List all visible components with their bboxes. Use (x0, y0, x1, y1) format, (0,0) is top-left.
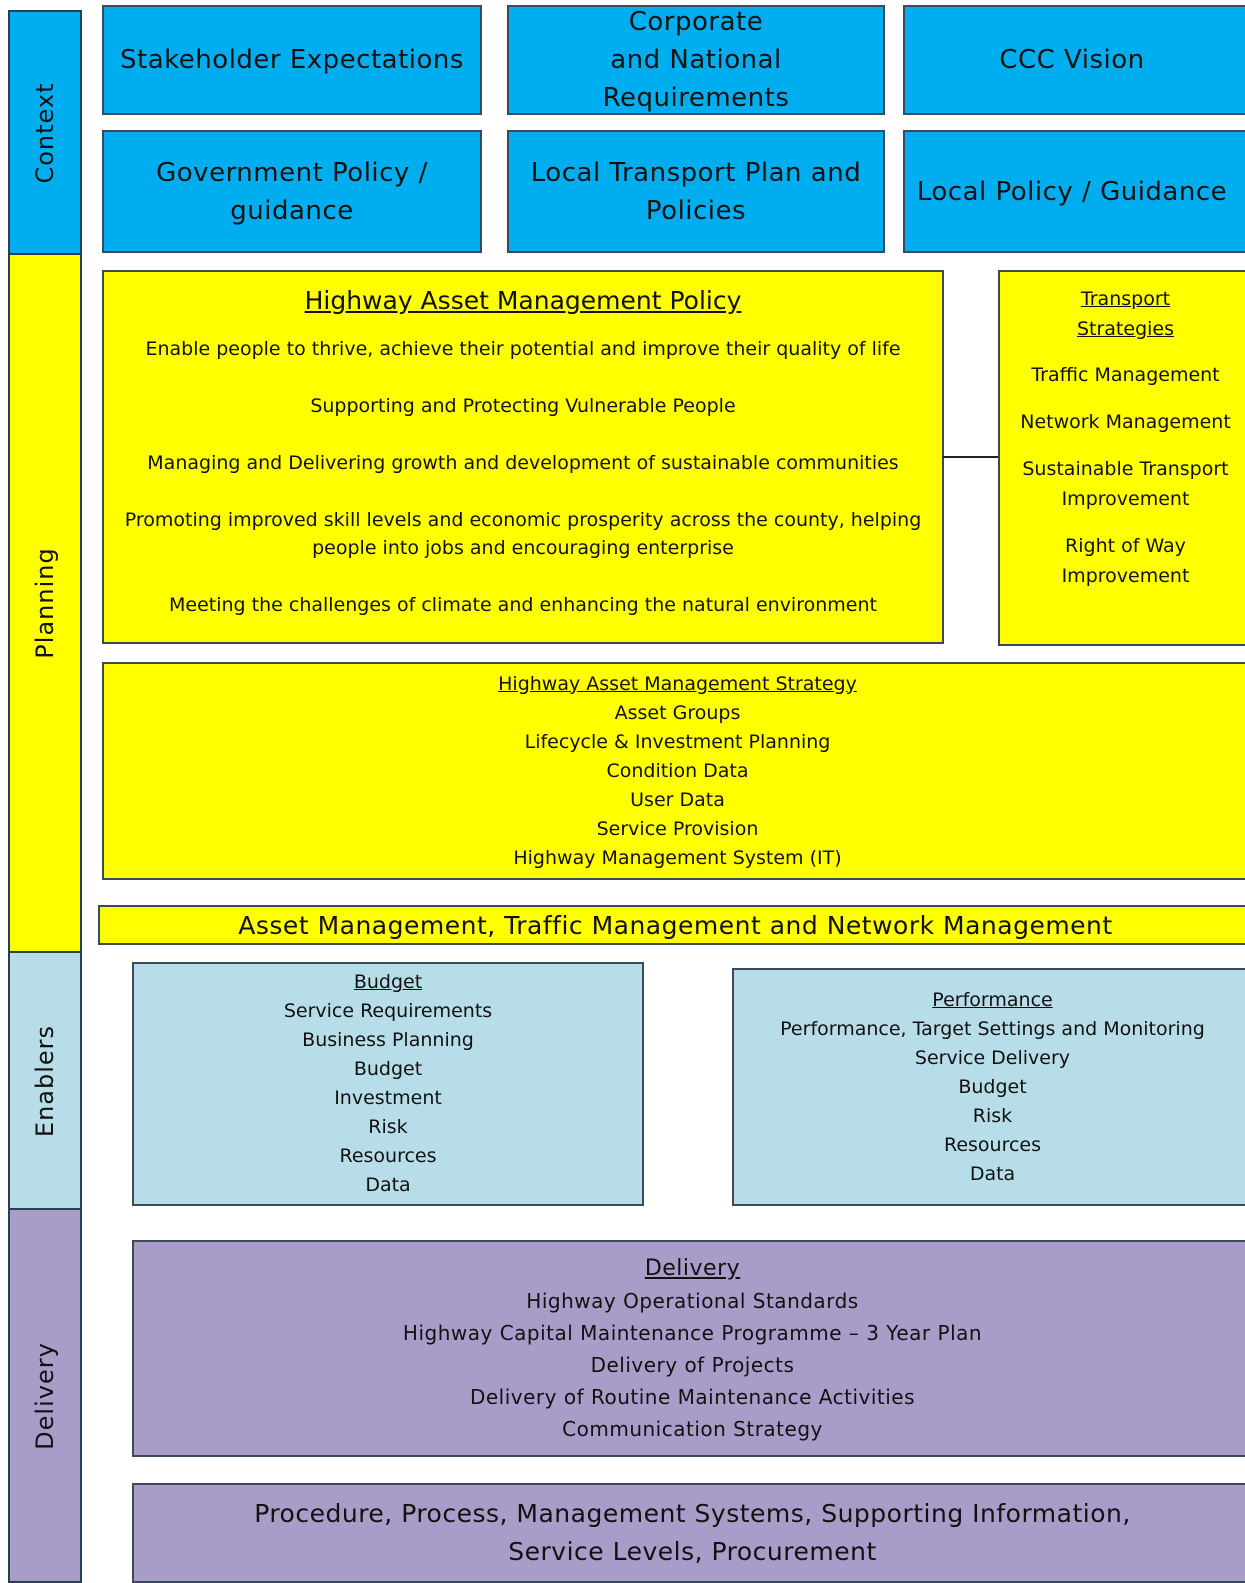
policy-item: Promoting improved skill levels and economic prosperity across the county, helping people into jobs and encouraging enterprise (124, 509, 922, 559)
local-transport-plan-line2: Policies (645, 195, 747, 226)
strategy-item: User Data (630, 788, 725, 811)
budget-item: Risk (368, 1116, 408, 1138)
policy-transport-connector (943, 456, 1000, 458)
policy-item: Meeting the challenges of climate and enhancing the natural environment (169, 594, 877, 616)
band-context-label: Context (31, 81, 59, 184)
transport-strategies-title-line1: Transport (1080, 288, 1171, 310)
budget-item: Budget (353, 1058, 423, 1080)
ccc-vision-box (903, 5, 1245, 115)
government-policy-line2: guidance (230, 195, 354, 226)
band-context (8, 10, 82, 255)
stakeholder-expectations-box (102, 5, 482, 115)
band-enablers-label: Enablers (31, 1024, 59, 1137)
delivery-item: Delivery of Routine Maintenance Activities (469, 1384, 916, 1409)
budget-item: Service Requirements (283, 1000, 493, 1022)
band-planning-label: Planning (31, 547, 59, 659)
strategy-item: Asset Groups (614, 701, 741, 724)
government-policy-line1: Government Policy / (156, 157, 428, 188)
transport-item: Traffic Management (1031, 364, 1220, 386)
procedure-line1: Procedure, Process, Management Systems, Supporting Information, (254, 1499, 1131, 1528)
delivery-item: Highway Operational Standards (526, 1288, 859, 1313)
delivery-item: Delivery of Projects (590, 1352, 795, 1377)
transport-item-cont: Improvement (1061, 488, 1190, 510)
policy-item: Enable people to thrive, achieve their potential and improve their quality of life (145, 338, 901, 360)
performance-item: Performance, Target Settings and Monitoring (780, 1017, 1205, 1040)
transport-item: Right of Way (1065, 535, 1186, 557)
corporate-requirements-line1: Corporate (628, 7, 764, 37)
management-strip (98, 905, 1245, 945)
strategy-item: Condition Data (606, 759, 749, 782)
strategy-item: Lifecycle & Investment Planning (524, 730, 831, 753)
transport-item: Sustainable Transport (1022, 458, 1229, 480)
policy-item: Supporting and Protecting Vulnerable People (310, 395, 736, 417)
ccc-vision-text: CCC Vision (999, 45, 1145, 75)
budget-title: Budget (353, 971, 423, 993)
budget-box (132, 962, 644, 1206)
government-policy-box (102, 130, 482, 253)
asset-management-policy-box (102, 270, 944, 644)
band-delivery-label: Delivery (31, 1341, 59, 1450)
performance-box (732, 968, 1245, 1206)
strategy-item: Service Provision (596, 817, 759, 840)
performance-item: Resources (943, 1133, 1042, 1156)
procedure-line2: Service Levels, Procurement (508, 1537, 877, 1566)
band-delivery (8, 1208, 82, 1583)
performance-item: Data (969, 1162, 1016, 1185)
band-planning (8, 253, 82, 953)
delivery-item: Highway Capital Maintenance Programme – 3 Year Plan (402, 1320, 983, 1345)
budget-item: Data (365, 1174, 411, 1196)
performance-item: Budget (958, 1075, 1027, 1098)
asset-management-policy-title: Highway Asset Management Policy (304, 286, 742, 315)
performance-item: Service Delivery (914, 1046, 1071, 1069)
band-enablers (8, 951, 82, 1210)
stakeholder-expectations-text: Stakeholder Expectations (120, 45, 464, 75)
performance-title: Performance (932, 988, 1053, 1011)
budget-item: Investment (334, 1087, 442, 1109)
transport-item: Network Management (1020, 411, 1231, 433)
asset-management-strategy-title: Highway Asset Management Strategy (498, 672, 857, 695)
transport-strategies-title-line2: Strategies (1076, 318, 1175, 340)
local-transport-plan-line1: Local Transport Plan and (530, 157, 862, 188)
corporate-requirements-line2: and National (610, 45, 782, 75)
management-strip-text: Asset Management, Traffic Management and Network Management (238, 910, 1113, 940)
corporate-requirements-box (507, 5, 885, 115)
local-policy-text: Local Policy / Guidance (916, 176, 1228, 207)
transport-item-cont: Improvement (1061, 565, 1190, 587)
local-transport-plan-box (507, 130, 885, 253)
delivery-title: Delivery (644, 1255, 741, 1281)
performance-item: Risk (972, 1104, 1013, 1127)
budget-item: Resources (339, 1145, 437, 1167)
procedure-box (132, 1483, 1245, 1583)
asset-management-strategy-box (102, 662, 1245, 880)
budget-item: Business Planning (302, 1029, 474, 1051)
delivery-item: Communication Strategy (562, 1416, 823, 1441)
policy-item: Managing and Delivering growth and development of sustainable communities (147, 452, 899, 474)
local-policy-box (903, 130, 1245, 253)
strategy-item: Highway Management System (IT) (513, 846, 842, 869)
corporate-requirements-line3: Requirements (602, 83, 790, 113)
delivery-box (132, 1240, 1245, 1457)
transport-strategies-box (998, 270, 1245, 646)
